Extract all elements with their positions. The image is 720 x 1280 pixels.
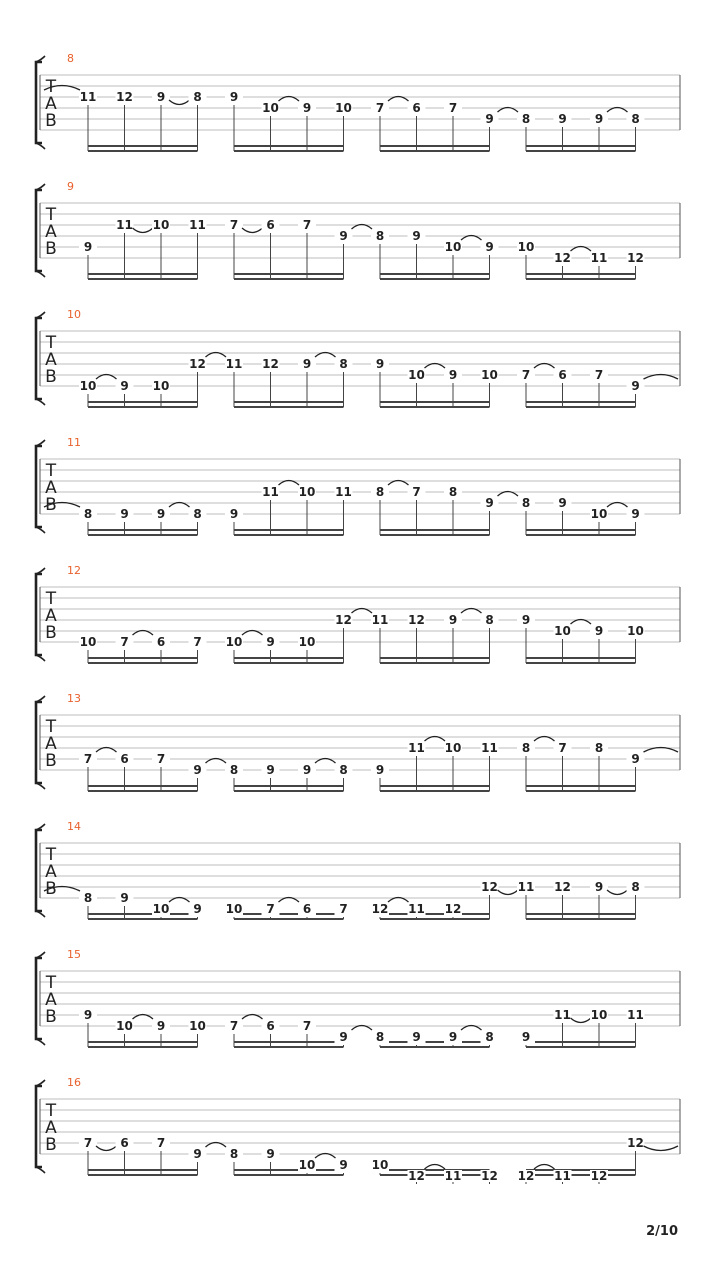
tab-system: [36, 948, 680, 1047]
fret-number: 7: [156, 1136, 166, 1150]
fret-number: 11: [481, 741, 498, 755]
fret-number: 7: [521, 368, 531, 382]
fret-number: 7: [558, 741, 567, 755]
fret-number: 9: [193, 1147, 202, 1161]
fret-number: 10: [79, 379, 97, 393]
tab-clef-letter: B: [45, 751, 57, 771]
fret-number: 12: [627, 251, 644, 265]
tab-system: [36, 52, 680, 151]
fret-number: 9: [156, 90, 166, 104]
fret-number: 12: [189, 357, 206, 371]
fret-number: 11: [590, 251, 608, 265]
fret-number: 9: [120, 507, 129, 521]
fret-number: 11: [554, 1169, 571, 1183]
tab-clef-letter: B: [45, 623, 57, 643]
fret-number: 9: [521, 613, 531, 627]
fret-number: 8: [631, 880, 640, 894]
fret-number: 9: [375, 763, 385, 777]
fret-number: 11: [371, 613, 389, 627]
fret-number: 12: [262, 357, 279, 371]
tab-clef-letter: B: [45, 367, 57, 387]
fret-number: 9: [120, 891, 129, 905]
slur-arc: [607, 890, 628, 895]
fret-number: 8: [631, 112, 640, 126]
fret-number: 10: [262, 101, 279, 115]
fret-number: 7: [193, 635, 202, 649]
fret-number: 7: [83, 1136, 93, 1150]
fret-number: 9: [266, 1147, 275, 1161]
fret-number: 11: [554, 1008, 571, 1022]
fret-number: 8: [339, 357, 348, 371]
fret-number: 9: [558, 496, 567, 510]
fret-number: 6: [558, 368, 567, 382]
fret-number: 11: [225, 357, 243, 371]
tab-clef-letter: A: [45, 94, 57, 114]
fret-number: 10: [298, 1158, 316, 1172]
fret-number: 8: [193, 90, 202, 104]
fret-number: 8: [594, 741, 604, 755]
fret-number: 10: [152, 902, 170, 916]
fret-number: 11: [262, 485, 279, 499]
fret-number: 9: [631, 752, 640, 766]
fret-number: 7: [302, 1019, 312, 1033]
tab-clef-letter: A: [45, 222, 57, 242]
tab-clef-letter: T: [45, 1101, 57, 1121]
fret-number: 8: [521, 741, 531, 755]
fret-number: 9: [339, 1158, 348, 1172]
fret-number: 10: [590, 1008, 608, 1022]
fret-number: 7: [375, 101, 385, 115]
fret-number: 10: [79, 635, 97, 649]
fret-number: 8: [375, 485, 385, 499]
system-bracket: [36, 958, 42, 1039]
fret-number: 10: [189, 1019, 206, 1033]
measure-number: 10: [67, 308, 81, 321]
fret-number: 9: [266, 763, 275, 777]
fret-number: 6: [266, 218, 275, 232]
tie-arc: [425, 1165, 446, 1170]
fret-number: 9: [521, 1030, 531, 1044]
fret-number: 7: [339, 902, 348, 916]
tab-clef-letter: A: [45, 478, 57, 498]
page-number: 2/10: [646, 1224, 678, 1239]
fret-number: 11: [444, 1169, 462, 1183]
fret-number: 9: [412, 1030, 421, 1044]
fret-number: 7: [120, 635, 129, 649]
fret-number: 8: [375, 1030, 385, 1044]
fret-number: 11: [116, 218, 133, 232]
fret-number: 8: [339, 763, 348, 777]
fret-number: 9: [229, 90, 239, 104]
fret-number: 10: [444, 741, 462, 755]
fret-number: 6: [412, 101, 421, 115]
tab-clef-letter: A: [45, 734, 57, 754]
fret-number: 9: [266, 635, 275, 649]
fret-number: 9: [229, 507, 239, 521]
fret-number: 7: [83, 752, 93, 766]
fret-number: 9: [448, 368, 458, 382]
tab-system: [36, 692, 680, 791]
fret-number: 9: [193, 763, 202, 777]
fret-number: 8: [375, 229, 385, 243]
fret-number: 12: [517, 1169, 535, 1183]
fret-number: 12: [481, 1169, 498, 1183]
fret-number: 9: [448, 613, 458, 627]
fret-number: 12: [590, 1169, 608, 1183]
fret-number: 12: [444, 902, 462, 916]
slur-arc: [644, 1146, 679, 1151]
fret-number: 9: [120, 379, 129, 393]
fret-number: 9: [485, 112, 494, 126]
measure-number: 11: [67, 436, 81, 449]
tab-clef-letter: B: [45, 239, 57, 259]
fret-number: 12: [408, 613, 425, 627]
tab-clef-letter: B: [45, 1135, 57, 1155]
fret-number: 6: [156, 635, 166, 649]
fret-number: 12: [481, 880, 498, 894]
system-bracket: [36, 190, 42, 271]
fret-number: 10: [116, 1019, 133, 1033]
fret-number: 9: [412, 229, 421, 243]
fret-number: 8: [521, 496, 531, 510]
system-bracket: [36, 574, 42, 655]
slur-arc: [169, 100, 190, 105]
measure-number: 8: [67, 52, 74, 65]
fret-number: 10: [225, 635, 243, 649]
fret-number: 10: [335, 101, 352, 115]
tab-clef-letter: T: [45, 717, 57, 737]
fret-number: 11: [189, 218, 206, 232]
fret-number: 9: [156, 507, 166, 521]
fret-number: 12: [335, 613, 352, 627]
fret-number: 9: [339, 229, 348, 243]
slur-arc: [96, 1146, 117, 1151]
fret-number: 8: [229, 1147, 239, 1161]
fret-number: 7: [156, 752, 166, 766]
fret-number: 10: [590, 507, 608, 521]
tab-clef-letter: A: [45, 1118, 57, 1138]
fret-number: 9: [302, 357, 312, 371]
tab-system: [36, 1076, 680, 1184]
fret-number: 7: [594, 368, 604, 382]
fret-number: 10: [152, 379, 170, 393]
fret-number: 8: [83, 507, 93, 521]
tab-system: [36, 308, 680, 407]
fret-number: 7: [229, 218, 239, 232]
fret-number: 12: [627, 1136, 644, 1150]
fret-number: 10: [444, 240, 462, 254]
fret-number: 8: [485, 613, 494, 627]
fret-number: 8: [83, 891, 93, 905]
fret-number: 10: [408, 368, 425, 382]
fret-number: 10: [152, 218, 170, 232]
fret-number: 9: [83, 1008, 93, 1022]
slur-arc: [571, 1018, 592, 1023]
fret-number: 6: [302, 902, 312, 916]
fret-number: 10: [225, 902, 243, 916]
measure-number: 16: [67, 1076, 81, 1089]
tab-clef-letter: T: [45, 461, 57, 481]
fret-number: 8: [448, 485, 458, 499]
fret-number: 7: [229, 1019, 239, 1033]
tab-clef-letter: B: [45, 111, 57, 131]
fret-number: 9: [83, 240, 93, 254]
slur-arc: [242, 228, 263, 233]
fret-number: 8: [229, 763, 239, 777]
fret-number: 10: [371, 1158, 389, 1172]
fret-number: 9: [594, 624, 604, 638]
tab-clef-letter: T: [45, 973, 57, 993]
fret-number: 11: [517, 880, 535, 894]
fret-number: 9: [302, 101, 312, 115]
fret-number: 9: [448, 1030, 458, 1044]
tab-system: [36, 180, 680, 279]
fret-number: 9: [631, 379, 640, 393]
fret-number: 7: [448, 101, 458, 115]
fret-number: 7: [302, 218, 312, 232]
tab-system: [36, 436, 680, 535]
fret-number: 10: [554, 624, 571, 638]
fret-number: 6: [266, 1019, 275, 1033]
tab-system: [36, 820, 680, 919]
slur-arc: [133, 228, 154, 233]
fret-number: 9: [375, 357, 385, 371]
fret-number: 9: [339, 1030, 348, 1044]
fret-number: 8: [193, 507, 202, 521]
fret-number: 11: [408, 741, 425, 755]
fret-number: 10: [298, 635, 316, 649]
tab-clef-letter: B: [45, 495, 57, 515]
tab-clef-letter: A: [45, 350, 57, 370]
fret-number: 12: [371, 902, 389, 916]
tab-clef-letter: T: [45, 589, 57, 609]
system-bracket: [36, 446, 42, 527]
fret-number: 11: [79, 90, 97, 104]
measure-number: 12: [67, 564, 81, 577]
tie-arc: [534, 1165, 555, 1170]
fret-number: 9: [302, 763, 312, 777]
measure-number: 13: [67, 692, 81, 705]
fret-number: 9: [594, 880, 604, 894]
tab-system: [36, 564, 680, 663]
fret-number: 12: [554, 880, 571, 894]
fret-number: 12: [408, 1169, 425, 1183]
fret-number: 9: [485, 240, 494, 254]
fret-number: 9: [156, 1019, 166, 1033]
fret-number: 9: [631, 507, 640, 521]
measure-number: 14: [67, 820, 81, 833]
fret-number: 12: [554, 251, 571, 265]
system-bracket: [36, 702, 42, 783]
fret-number: 7: [412, 485, 421, 499]
measure-number: 15: [67, 948, 81, 961]
fret-number: 6: [120, 752, 129, 766]
tab-clef-letter: A: [45, 606, 57, 626]
system-bracket: [36, 62, 42, 143]
tab-clef-letter: A: [45, 990, 57, 1010]
tab-clef-letter: A: [45, 862, 57, 882]
tab-clef-letter: T: [45, 845, 57, 865]
fret-number: 12: [116, 90, 133, 104]
fret-number: 11: [335, 485, 352, 499]
fret-number: 6: [120, 1136, 129, 1150]
fret-number: 11: [408, 902, 425, 916]
fret-number: 7: [266, 902, 275, 916]
tab-clef-letter: B: [45, 1007, 57, 1027]
fret-number: 10: [298, 485, 316, 499]
system-bracket: [36, 318, 42, 399]
fret-number: 10: [627, 624, 644, 638]
system-bracket: [36, 830, 42, 911]
fret-number: 8: [521, 112, 531, 126]
measure-number: 9: [67, 180, 74, 193]
slur-arc: [498, 890, 519, 895]
tab-clef-letter: T: [45, 77, 57, 97]
fret-number: 11: [627, 1008, 644, 1022]
fret-number: 9: [558, 112, 567, 126]
fret-number: 10: [481, 368, 498, 382]
fret-number: 10: [517, 240, 535, 254]
fret-number: 9: [485, 496, 494, 510]
tab-clef-letter: T: [45, 205, 57, 225]
tab-clef-letter: B: [45, 879, 57, 899]
tab-clef-letter: T: [45, 333, 57, 353]
fret-number: 9: [594, 112, 604, 126]
system-bracket: [36, 1086, 42, 1167]
fret-number: 8: [485, 1030, 494, 1044]
fret-number: 9: [193, 902, 202, 916]
